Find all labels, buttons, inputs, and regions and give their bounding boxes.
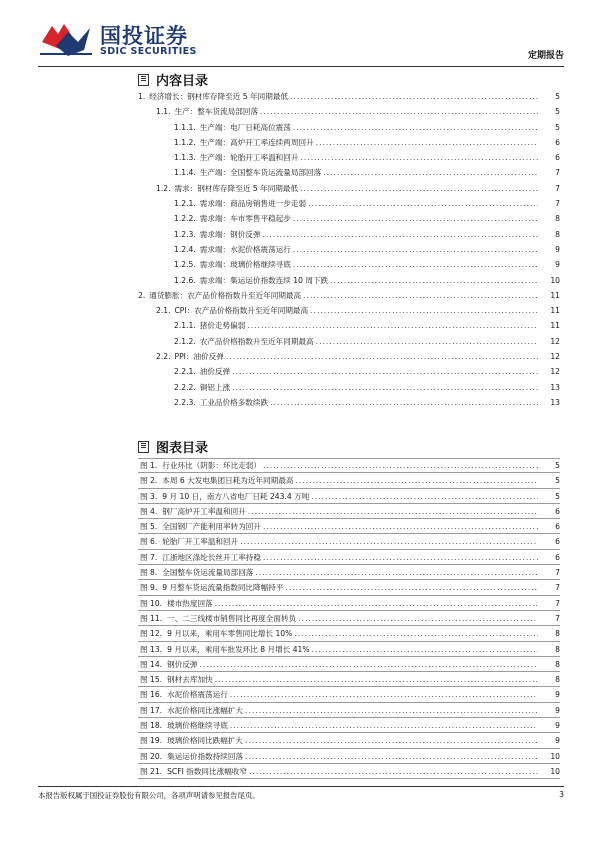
- figure-entry-number: 图 7.: [140, 552, 158, 562]
- toc-entry-text: 需求：钢材库存降至近 5 年同期最低: [174, 183, 299, 193]
- figure-entry-text: 行业环比（阴影：环比走弱）: [162, 461, 261, 470]
- figure-entry[interactable]: [138, 550, 560, 565]
- toc-entry-text: 通货膨胀：农产品价格指数升至近年同期最高: [149, 290, 302, 300]
- toc-entry-page: 9: [555, 260, 560, 270]
- dot-leader: [245, 733, 538, 748]
- toc-entry-text: 需求端：钢价反弹: [199, 229, 261, 239]
- toc-entry[interactable]: [138, 135, 560, 150]
- toc-entry-text: 经济增长：钢材库存降至近 5 年同期最低: [149, 92, 289, 101]
- dot-leader: [295, 473, 538, 488]
- figure-entry-number: 图 14.: [140, 659, 163, 669]
- toc-entry-page: 11: [550, 306, 560, 316]
- figure-entry[interactable]: [138, 489, 560, 504]
- toc-entry-number: 2.1.2.: [174, 336, 196, 346]
- toc-entry-number: 1.2.4.: [174, 244, 196, 254]
- dot-leader: [323, 165, 538, 180]
- figure-entry-text: 本周 6 大发电集团日耗为近年同期最高: [162, 476, 294, 486]
- toc-entry[interactable]: [138, 89, 560, 104]
- figure-entry[interactable]: [138, 733, 560, 748]
- dot-leader: [226, 349, 538, 364]
- toc-entry-number: 1.1.4.: [174, 168, 196, 178]
- dot-leader: [255, 565, 538, 580]
- dot-leader: [230, 687, 538, 702]
- dot-leader: [290, 89, 538, 104]
- footer-divider: [38, 786, 564, 787]
- figure-entry-number: 图 16.: [140, 690, 163, 700]
- figure-entry-number: 图 17.: [140, 705, 163, 715]
- toc-entry-page: 8: [555, 214, 560, 224]
- toc-entry[interactable]: [138, 227, 560, 242]
- figure-entry-page: 5: [555, 461, 560, 470]
- toc-entry-text: 工业品价格多数续跌: [199, 397, 269, 407]
- footer-disclaimer: 本报告版权属于国投证券股份有限公司，各项声明请参见报告尾页。: [38, 791, 260, 800]
- toc-entry[interactable]: [138, 380, 560, 395]
- figure-entry[interactable]: [138, 764, 560, 779]
- dot-leader: [232, 364, 538, 379]
- dot-leader: [215, 596, 538, 611]
- figure-list-title: 图表目录: [138, 437, 208, 456]
- figure-entry-number: 图 9.: [140, 583, 158, 593]
- toc-entry-page: 12: [550, 352, 560, 362]
- toc-entry-text: 农产品价格指数升至近年同期最高: [199, 336, 314, 346]
- toc-entry-number: 1.2.5.: [174, 260, 196, 270]
- figure-entry-text: 钢材去库加快: [167, 675, 213, 685]
- toc-entry[interactable]: [138, 349, 560, 364]
- figure-entry-text: 水泥价格震荡运行: [167, 690, 228, 700]
- toc-entry-number: 1.1.1.: [174, 122, 196, 132]
- toc-entry[interactable]: [138, 334, 560, 349]
- figure-entry-text: 9 月 10 日，南方八省电厂日耗 243.4 万吨: [162, 491, 310, 501]
- figure-entry-page: 8: [555, 644, 560, 654]
- figure-entry-text: 轮胎厂开工率温和回升: [162, 537, 239, 547]
- figure-entry-number: 图 19.: [140, 736, 163, 746]
- toc-entry-text: 需求端：玻璃价格继续寻底: [199, 260, 291, 270]
- figure-entry[interactable]: [138, 703, 560, 718]
- figure-entry-page: 9: [555, 736, 560, 746]
- logo-mark-icon: [38, 20, 94, 60]
- toc-entry-text: 生产：整车货流局部回落: [174, 107, 259, 117]
- dot-leader: [311, 489, 538, 504]
- dot-leader: [303, 288, 538, 303]
- figure-entry[interactable]: [138, 626, 560, 641]
- figure-entry-number: 图 1.: [140, 461, 158, 470]
- toc-entry-page: 5: [555, 92, 560, 101]
- toc-entry[interactable]: [138, 150, 560, 165]
- toc-entry-text: 生产端：高炉开工率连续两周回升: [199, 137, 314, 147]
- toc-entry-page: 10: [550, 275, 560, 285]
- figure-entry[interactable]: [138, 672, 560, 687]
- figure-entry-number: 图 4.: [140, 506, 158, 516]
- toc-entry-number: 2.2.: [156, 352, 171, 362]
- dot-leader: [308, 196, 538, 211]
- figure-entry[interactable]: [138, 565, 560, 580]
- toc-entry-page: 6: [555, 153, 560, 163]
- figure-entry-page: 6: [555, 537, 560, 547]
- figure-entry-page: 5: [555, 491, 560, 501]
- toc-entry[interactable]: [138, 395, 560, 410]
- figure-entry-page: 8: [555, 675, 560, 685]
- toc-entry-page: 5: [555, 107, 560, 117]
- figure-entry-text: 全国整车货运流量局部回落: [162, 568, 254, 578]
- figure-entry-page: 8: [555, 659, 560, 669]
- figure-entry-text: 水泥价格同比涨幅扩大: [167, 705, 244, 715]
- figure-entry[interactable]: [138, 473, 560, 488]
- toc-entry-page: 11: [550, 321, 560, 331]
- toc-entry-text: 需求端：车市零售平稳起步: [199, 214, 291, 224]
- toc-entry-number: 1.2.: [156, 183, 171, 193]
- toc-entry-text: 油价反弹: [199, 367, 231, 377]
- toc-entry-text: 生产端：全国整车货运流量局部回落: [199, 168, 322, 178]
- figure-entry-page: 5: [555, 476, 560, 486]
- toc-entry-number: 1.: [138, 92, 146, 101]
- toc-entry-page: 12: [550, 336, 560, 346]
- dot-leader: [248, 504, 538, 519]
- toc-entry-text: 生产端：电厂日耗高位震荡: [199, 122, 291, 132]
- figure-entry-page: 6: [555, 506, 560, 516]
- figure-entry[interactable]: [138, 657, 560, 672]
- toc-entry-page: 6: [555, 137, 560, 147]
- dot-leader: [316, 135, 538, 150]
- figure-entry-number: 图 12.: [140, 629, 163, 639]
- figure-entry[interactable]: [138, 611, 560, 626]
- figure-entry[interactable]: [138, 519, 560, 534]
- figure-list: [138, 458, 560, 779]
- figure-entry-text: 集运运价指数持续回落: [167, 751, 244, 761]
- toc-entry[interactable]: [138, 196, 560, 211]
- toc-entry[interactable]: [138, 364, 560, 379]
- toc-entry-number: 1.2.3.: [174, 229, 196, 239]
- toc-entry-number: 2.2.2.: [174, 382, 196, 392]
- list-icon: [138, 74, 149, 86]
- dot-leader: [215, 672, 538, 687]
- dot-leader: [298, 611, 538, 626]
- dot-leader: [249, 764, 538, 779]
- dot-leader: [300, 150, 538, 165]
- toc-entry-number: 2.1.: [156, 306, 171, 316]
- figure-entry[interactable]: [138, 642, 560, 657]
- figure-entry-number: 图 5.: [140, 522, 158, 532]
- figure-entry-text: 江浙地区涤纶长丝开工率持稳: [162, 552, 261, 562]
- figure-entry-page: 6: [555, 522, 560, 532]
- dot-leader: [270, 395, 538, 410]
- figure-entry[interactable]: [138, 596, 560, 611]
- toc-entry-page: 12: [550, 367, 560, 377]
- toc-entry-number: 2.2.1.: [174, 367, 196, 377]
- figure-entry-number: 图 3.: [140, 491, 158, 501]
- toc-entry-text: PPI：油价反弹: [174, 352, 224, 362]
- dot-leader: [293, 120, 538, 135]
- dot-leader: [316, 334, 538, 349]
- figure-entry-text: 楼市热度回落: [167, 598, 213, 608]
- figure-entry-number: 图 2.: [140, 476, 158, 486]
- toc-entry-page: 7: [555, 183, 560, 193]
- toc-entry-number: 2.1.1.: [174, 321, 196, 331]
- figure-entry-number: 图 15.: [140, 675, 163, 685]
- figure-entry-page: 6: [555, 552, 560, 562]
- figure-entry-page: 7: [555, 568, 560, 578]
- figure-entry[interactable]: [138, 687, 560, 702]
- figure-entry-page: 8: [555, 629, 560, 639]
- toc-entry-page: 5: [555, 122, 560, 132]
- dot-leader: [247, 318, 538, 333]
- toc-entry-number: 1.2.6.: [174, 275, 196, 285]
- dot-leader: [310, 303, 538, 318]
- toc-entry-text: 猪价走势偏弱: [199, 321, 246, 331]
- dot-leader: [293, 242, 538, 257]
- figure-entry-text: 一、二三线楼市销售同比再度全面转负: [167, 613, 297, 623]
- toc-entry-number: 1.2.1.: [174, 199, 196, 209]
- dot-leader: [263, 550, 538, 565]
- dot-leader: [263, 519, 538, 534]
- dot-leader: [293, 211, 538, 226]
- toc-entry-page: 7: [555, 199, 560, 209]
- dot-leader: [240, 534, 538, 549]
- figure-entry-text: 钢厂高炉开工率温和回升: [162, 506, 246, 516]
- figure-entry-page: 9: [555, 705, 560, 715]
- dot-leader: [199, 657, 538, 672]
- toc-entry[interactable]: [138, 120, 560, 135]
- figure-entry-number: 图 13.: [140, 644, 163, 654]
- figure-entry-page: 7: [555, 598, 560, 608]
- dot-leader: [263, 458, 538, 473]
- figure-entry[interactable]: [138, 458, 560, 473]
- figure-entry-page: 7: [555, 613, 560, 623]
- toc-entry-number: 2.: [138, 290, 146, 300]
- toc-entry-number: 1.1.: [156, 107, 171, 117]
- dot-leader: [245, 749, 538, 764]
- figure-entry-page: 7: [555, 583, 560, 593]
- dot-leader: [260, 104, 538, 119]
- figure-entry-page: 9: [555, 721, 560, 731]
- toc-entry-page: 8: [555, 229, 560, 239]
- page-header: [38, 18, 564, 68]
- toc-entry[interactable]: [138, 303, 560, 318]
- figure-entry-text: 9 月整车货运流量指数同比降幅持平: [162, 583, 284, 593]
- toc-entry-page: 13: [550, 397, 560, 407]
- company-logo: [38, 18, 198, 64]
- toc-entry[interactable]: [138, 318, 560, 333]
- dot-leader: [293, 257, 538, 272]
- toc-entry-page: 7: [555, 168, 560, 178]
- figure-entry-page: 9: [555, 690, 560, 700]
- toc-entry[interactable]: [138, 104, 560, 119]
- toc-entry-text: CPI：农产品价格指数升至近年同期最高: [174, 306, 309, 316]
- dot-leader: [232, 380, 538, 395]
- toc-entry[interactable]: [138, 288, 560, 303]
- toc-entry-number: 1.1.2.: [174, 137, 196, 147]
- table-of-contents: [138, 89, 560, 410]
- figure-entry-number: 图 18.: [140, 721, 163, 731]
- logo-name-en: SDIC SECURITIES: [100, 46, 197, 57]
- toc-entry-page: 11: [550, 290, 560, 300]
- list-icon: [138, 441, 149, 453]
- toc-entry-number: 2.2.3.: [174, 397, 196, 407]
- dot-leader: [285, 580, 538, 595]
- figure-entry-number: 图 10.: [140, 598, 163, 608]
- header-divider: [38, 66, 564, 67]
- logo-name-cn: 国投证券: [100, 24, 188, 48]
- toc-entry-text: 需求端：集运运价指数连续 10 周下跌: [199, 275, 329, 285]
- figure-entry-text: SCFI 指数同比涨幅收窄: [167, 766, 247, 776]
- figure-entry-text: 9 月以来，乘用车批发环比 8 月增长 41%: [167, 644, 310, 654]
- figure-entry-number: 图 11.: [140, 613, 163, 623]
- toc-entry-page: 13: [550, 382, 560, 392]
- dot-leader: [330, 273, 538, 288]
- figure-entry[interactable]: [138, 718, 560, 733]
- toc-entry-text: 生产端：轮胎开工率温和回升: [199, 153, 299, 163]
- figure-entry-text: 玻璃价格继续寻底: [167, 721, 228, 731]
- toc-entry-text: 需求端：水泥价格震荡运行: [199, 244, 291, 254]
- figure-entry-text: 9 月以来，乘用车零售同比增长 10%: [167, 629, 293, 639]
- toc-title: 内容目录: [138, 70, 208, 89]
- toc-entry[interactable]: [138, 257, 560, 272]
- toc-entry-number: 1.1.3.: [174, 153, 196, 163]
- figure-entry-text: 全国钢厂产能利用率转为回升: [162, 522, 261, 532]
- figure-entry-number: 图 6.: [140, 537, 158, 547]
- figure-entry-text: 钢价反弹: [167, 659, 198, 669]
- figure-entry-number: 图 20.: [140, 751, 163, 761]
- figure-entry-page: 10: [550, 766, 560, 776]
- figure-entry-page: 10: [550, 751, 560, 761]
- dot-leader: [294, 626, 538, 641]
- page-number: 3: [559, 790, 564, 799]
- toc-entry[interactable]: [138, 211, 560, 226]
- figure-entry-text: 玻璃价格同比跌幅扩大: [167, 736, 244, 746]
- figure-entry-number: 图 21.: [140, 766, 163, 776]
- dot-leader: [245, 703, 538, 718]
- toc-entry-text: 铜铝上涨: [199, 382, 231, 392]
- toc-entry[interactable]: [138, 242, 560, 257]
- dot-leader: [263, 227, 539, 242]
- report-type-label: 定期报告: [527, 51, 564, 61]
- figure-entry[interactable]: [138, 504, 560, 519]
- dot-leader: [312, 642, 538, 657]
- figure-entry[interactable]: [138, 580, 560, 595]
- toc-entry[interactable]: [138, 165, 560, 180]
- dot-leader: [300, 181, 538, 196]
- toc-entry[interactable]: [138, 273, 560, 288]
- toc-entry-number: 1.2.2.: [174, 214, 196, 224]
- figure-entry[interactable]: [138, 534, 560, 549]
- dot-leader: [230, 718, 538, 733]
- toc-entry-page: 9: [555, 244, 560, 254]
- toc-entry[interactable]: [138, 181, 560, 196]
- figure-entry-number: 图 8.: [140, 568, 158, 578]
- figure-entry[interactable]: [138, 749, 560, 764]
- toc-entry-text: 需求端：商品房销售进一步走弱: [199, 199, 307, 209]
